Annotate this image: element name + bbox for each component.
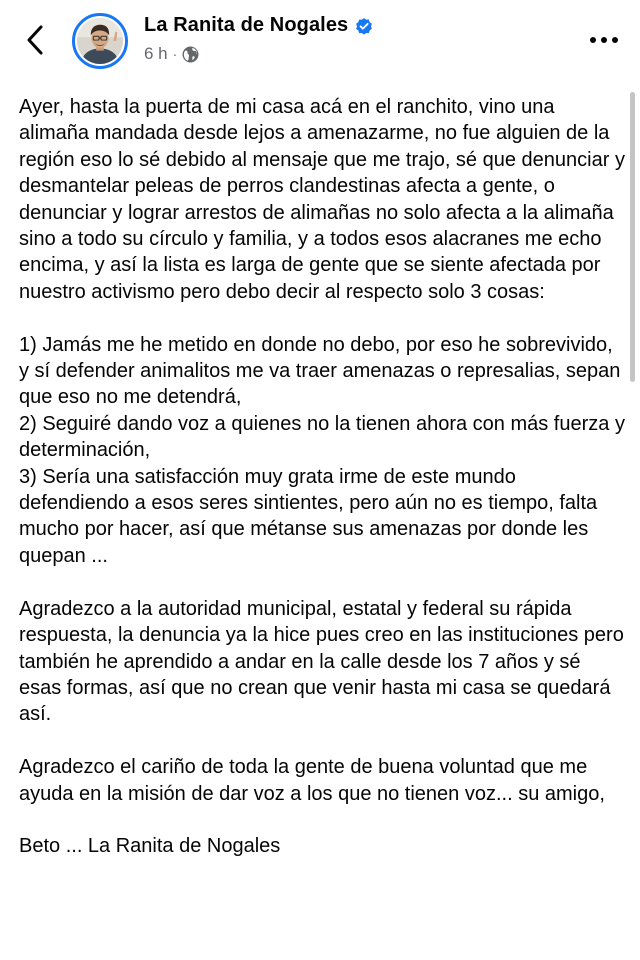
ellipsis-horizontal-icon (589, 36, 619, 44)
post-paragraph-3: Agradezco a la autoridad municipal, estatal y federal su rápida respuesta, la denuncia ya la hice pues creo en las instituciones pero también he aprendido a andar en la calle desde los 7 años y sé esas formas, así que no crean que venir hasta mi casa se quedará así. (19, 597, 624, 726)
timestamp[interactable]: 6 h (144, 44, 168, 63)
page-name-row (144, 14, 374, 37)
page-name[interactable]: La Ranita de Nogales (144, 14, 349, 36)
post-paragraph-2: 1) Jamás me he metido en donde no debo, por eso he sobrevivido, y sí defender animalitos me va traer amenazas o represalias, sepan que eso no me detendrá, 2) Seguiré dando voz a quienes no la tienen ahora con más fuerza y determinación, 3) Sería una satisfacción muy grata irme de este mundo defendiendo a esos seres sintientes, pero aún no es tiempo, falta mucho por hacer, así que métanse sus amenazas por donde les quepan ... (19, 333, 625, 567)
verified-badge-icon (354, 16, 374, 36)
more-options-button[interactable] (582, 24, 626, 56)
post-paragraph-4: Agradezco el cariño de toda la gente de buena voluntad que me ayuda en la misión de dar voz a los que no tienen voz... su amigo, (19, 756, 605, 805)
avatar[interactable] (72, 13, 128, 69)
meta-separator: · (172, 46, 178, 62)
chevron-left-icon (24, 24, 46, 56)
post-paragraph-1: Ayer, hasta la puerta de mi casa acá en el ranchito, vino una alimaña mandada desde lejos a amenazarme, no fue alguien de la región eso lo sé debido al mensaje que me trajo, sé que denunciar y desmantelar peleas de perros clandestinas afecta a gente, o denunciar y lograr arrestos de alimañas no solo afecta a la alimaña sino a todo su círculo y familia, y a todos esos alacranes me echo encima, y así la lista es larga de gente que se siente afectada por nuestro activismo pero debo decir al respecto solo 3 cosas: (19, 96, 625, 303)
globe-icon (182, 46, 199, 63)
profile-photo (77, 18, 123, 64)
post-meta (144, 44, 199, 64)
post-text (19, 94, 625, 886)
post-paragraph-5: Beto ... La Ranita de Nogales (19, 835, 281, 858)
back-button[interactable] (18, 20, 52, 60)
post-header (0, 0, 640, 80)
scrollbar-thumb[interactable] (630, 92, 635, 382)
